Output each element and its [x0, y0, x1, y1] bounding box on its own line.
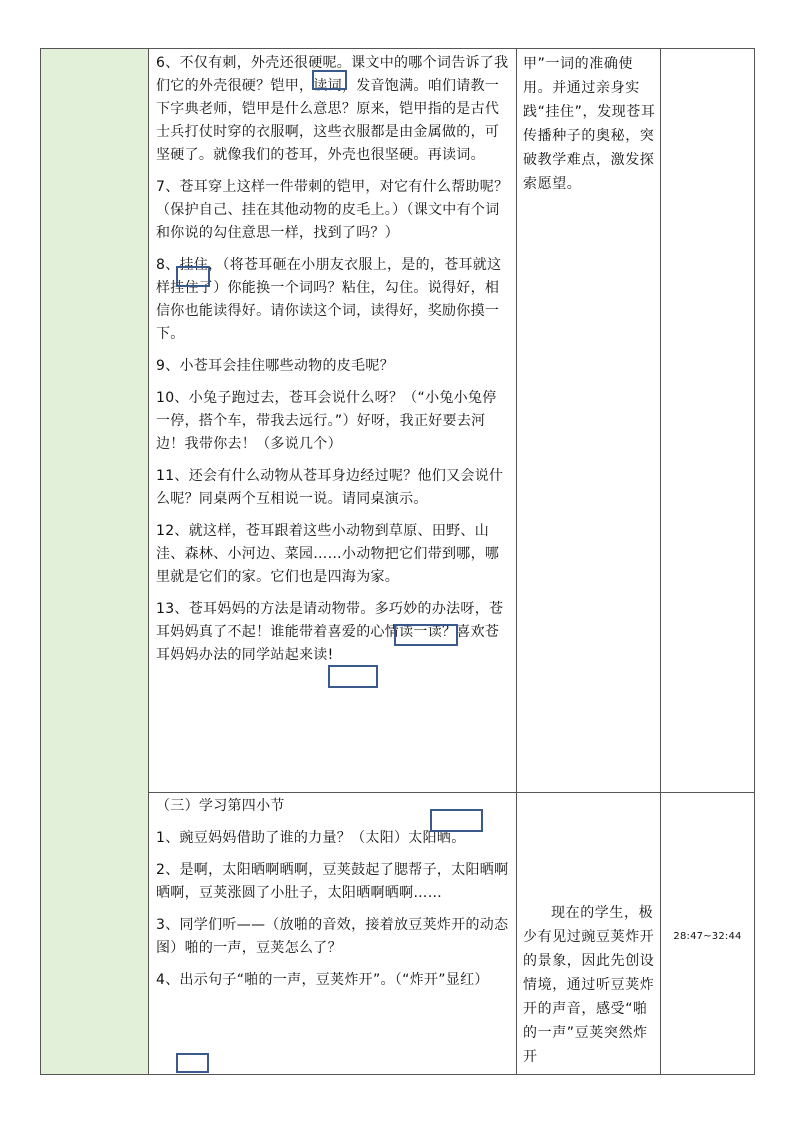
section1-note-cell: [517, 49, 661, 793]
highlight-box: [430, 809, 483, 832]
lesson-plan-table: [40, 48, 755, 1075]
paragraph-9: 9、小苍耳会挂住哪些动物的皮毛呢？: [156, 358, 395, 374]
section2-note-cell: [517, 793, 661, 1075]
paragraph-10: 10、小兔子跑过去，苍耳会说什么呀？（“小兔小兔停一停，搭个车，带我去远行。”）好呀，我正好要去河边！我带你去！（多说几个）: [156, 390, 497, 452]
highlight-box: [394, 624, 458, 646]
paragraph-13: 13、苍耳妈妈的方法是请动物带。多巧妙的办法呀，苍耳妈妈真了不起！谁能带着喜爱的心情读一读？喜欢苍耳妈妈办法的同学站起来读!: [156, 601, 504, 663]
paragraph-s2-1: 1、豌豆妈妈借助了谁的力量？（太阳）太阳晒。: [156, 830, 466, 846]
paragraph-s2-4: 4、出示句子“啪的一声，豆荚炸开”。（“炸开”显红）: [156, 972, 489, 988]
paragraph-11: 11、还会有什么动物从苍耳身边经过呢？他们又会说什么呢？同桌两个互相说一说。请同桌演示。: [156, 468, 504, 507]
section1-design-note: 甲”一词的准确使用。并通过亲身实践“挂住”，发现苍耳传播种子的奥秘，突破教学难点，激发探索愿望。: [523, 56, 656, 192]
section2-content-cell: [149, 793, 517, 1075]
table-row: [41, 793, 755, 1075]
paragraph-7: 7、苍耳穿上这样一件带刺的铠甲，对它有什么帮助呢？（保护自己、挂在其他动物的皮毛上。）（课文中有个词和你说的勾住意思一样，找到了吗？）: [156, 179, 509, 241]
paragraph-s2-2: 2、是啊，太阳晒啊晒啊，豆荚鼓起了腮帮子，太阳晒啊晒啊，豆荚涨圆了小肚子，太阳晒啊晒啊……: [156, 862, 509, 901]
section2-heading: （三）学习第四小节: [156, 798, 285, 814]
table-row: [41, 49, 755, 793]
highlight-box: [176, 266, 210, 287]
paragraph-12: 12、就这样，苍耳跟着这些小动物到草原、田野、山洼、森林、小河边、菜园……小动物把它们带到哪，哪里就是它们的家。它们也是四海为家。: [156, 523, 500, 585]
section2-time-cell: [661, 793, 755, 1075]
highlight-box: [312, 70, 347, 90]
paragraph-8: 8、挂住，（将苍耳砸在小朋友衣服上，是的，苍耳就这样挂住了）你能换一个词吗？粘住，勾住。说得好，相信你也能读得好。请你读这个词，读得好，奖励你摸一下。: [156, 257, 502, 342]
time-range-label: 28:47~32:44: [673, 931, 742, 942]
highlight-box: [328, 665, 378, 688]
paragraph-s2-3: 3、同学们听——（放啪的音效，接着放豆荚炸开的动态图）啪的一声，豆荚怎么了？: [156, 917, 509, 956]
highlight-box: [176, 1053, 209, 1073]
section1-time-cell: [661, 49, 755, 793]
paragraph-6: 6、不仅有刺，外壳还很硬呢。课文中的哪个词告诉了我们它的外壳很硬？铠甲，读词，发音饱满。咱们请教一下字典老师，铠甲是什么意思？原来，铠甲指的是古代士兵打仗时穿的衣服啊，这些衣服都是由金属做的，可坚硬了。就像我们的苍耳，外壳也很坚硬。再读词。: [156, 55, 509, 163]
section2-design-note: 现在的学生，极少有见过豌豆荚炸开的景象，因此先创设情境，通过听豆荚炸开的声音，感受“啪的一声”豆荚突然炸开: [523, 905, 655, 1065]
sidebar-column: [41, 49, 149, 1075]
